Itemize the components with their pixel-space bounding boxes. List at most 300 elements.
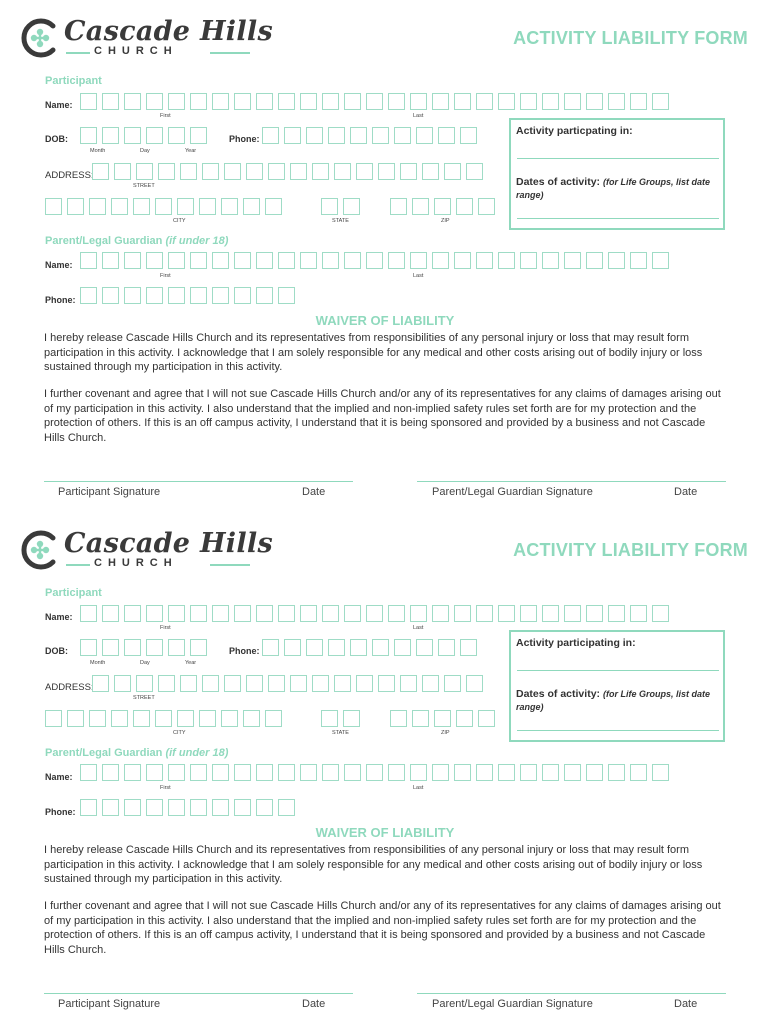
guardian-signature-line[interactable] bbox=[417, 481, 726, 482]
character-box[interactable] bbox=[476, 605, 493, 622]
character-box[interactable] bbox=[124, 605, 141, 622]
character-box[interactable] bbox=[388, 764, 405, 781]
character-box[interactable] bbox=[312, 163, 329, 180]
character-box[interactable] bbox=[124, 287, 141, 304]
character-box[interactable] bbox=[190, 764, 207, 781]
zip-boxes[interactable] bbox=[390, 198, 495, 215]
character-box[interactable] bbox=[322, 764, 339, 781]
last-caption: Last bbox=[413, 113, 424, 119]
character-box[interactable] bbox=[432, 764, 449, 781]
character-box[interactable] bbox=[133, 198, 150, 215]
waiver-title: WAIVER OF LIABILITY bbox=[315, 825, 455, 840]
character-box[interactable] bbox=[190, 287, 207, 304]
activity-input-line[interactable] bbox=[517, 158, 719, 159]
waiver-paragraph-1: I hereby release Cascade Hills Church and its representatives from responsibilities of any personal injury or loss that may result form participation in this activity. I acknowledge that I am solely responsible for any medical and other costs arising out of bodily injury or loss sustained through my participation in this activity. bbox=[44, 844, 703, 885]
character-box[interactable] bbox=[124, 127, 141, 144]
character-box[interactable] bbox=[334, 675, 351, 692]
character-box[interactable] bbox=[322, 252, 339, 269]
guardian-section-title: Parent/Legal Guardian (if under 18) bbox=[45, 747, 229, 759]
character-box[interactable] bbox=[344, 764, 361, 781]
participant-signature-line[interactable] bbox=[44, 993, 353, 994]
character-box[interactable] bbox=[394, 639, 411, 656]
character-box[interactable] bbox=[80, 127, 97, 144]
character-box[interactable] bbox=[290, 163, 307, 180]
character-box[interactable] bbox=[322, 605, 339, 622]
character-box[interactable] bbox=[290, 675, 307, 692]
character-box[interactable] bbox=[180, 163, 197, 180]
character-box[interactable] bbox=[630, 764, 647, 781]
character-box[interactable] bbox=[432, 93, 449, 110]
character-box[interactable] bbox=[312, 675, 329, 692]
guardian-name-label: Name: bbox=[45, 772, 73, 782]
character-box[interactable] bbox=[146, 799, 163, 816]
character-box[interactable] bbox=[476, 252, 493, 269]
character-box[interactable] bbox=[246, 163, 263, 180]
character-box[interactable] bbox=[80, 605, 97, 622]
character-box[interactable] bbox=[146, 93, 163, 110]
character-box[interactable] bbox=[456, 710, 473, 727]
character-box[interactable] bbox=[111, 198, 128, 215]
dates-input-line[interactable] bbox=[517, 730, 719, 731]
character-box[interactable] bbox=[388, 605, 405, 622]
character-box[interactable] bbox=[168, 639, 185, 656]
character-box[interactable] bbox=[199, 710, 216, 727]
character-box[interactable] bbox=[146, 287, 163, 304]
character-box[interactable] bbox=[498, 605, 515, 622]
city-caption: CITY bbox=[173, 730, 186, 736]
character-box[interactable] bbox=[221, 198, 238, 215]
character-box[interactable] bbox=[388, 252, 405, 269]
character-box[interactable] bbox=[234, 764, 251, 781]
character-box[interactable] bbox=[268, 675, 285, 692]
character-box[interactable] bbox=[520, 93, 537, 110]
character-box[interactable] bbox=[224, 163, 241, 180]
character-box[interactable] bbox=[234, 93, 251, 110]
character-box[interactable] bbox=[394, 127, 411, 144]
character-box[interactable] bbox=[168, 764, 185, 781]
character-box[interactable] bbox=[146, 764, 163, 781]
character-box[interactable] bbox=[438, 127, 455, 144]
character-box[interactable] bbox=[124, 764, 141, 781]
character-box[interactable] bbox=[498, 252, 515, 269]
character-box[interactable] bbox=[586, 764, 603, 781]
character-box[interactable] bbox=[608, 252, 625, 269]
character-box[interactable] bbox=[278, 764, 295, 781]
activity-input-line[interactable] bbox=[517, 670, 719, 671]
character-box[interactable] bbox=[212, 287, 229, 304]
character-box[interactable] bbox=[102, 764, 119, 781]
character-box[interactable] bbox=[111, 710, 128, 727]
character-box[interactable] bbox=[350, 639, 367, 656]
address-label: ADDRESS: bbox=[45, 170, 94, 181]
character-box[interactable] bbox=[608, 764, 625, 781]
character-box[interactable] bbox=[456, 198, 473, 215]
day-caption: Day bbox=[140, 148, 150, 154]
character-box[interactable] bbox=[412, 198, 429, 215]
month-caption: Month bbox=[90, 660, 106, 666]
character-box[interactable] bbox=[67, 198, 84, 215]
character-box[interactable] bbox=[146, 252, 163, 269]
character-box[interactable] bbox=[454, 252, 471, 269]
character-box[interactable] bbox=[388, 93, 405, 110]
character-box[interactable] bbox=[133, 710, 150, 727]
character-box[interactable] bbox=[146, 605, 163, 622]
character-box[interactable] bbox=[80, 93, 97, 110]
character-box[interactable] bbox=[124, 252, 141, 269]
character-box[interactable] bbox=[434, 710, 451, 727]
character-box[interactable] bbox=[190, 799, 207, 816]
character-box[interactable] bbox=[256, 252, 273, 269]
dates-input-line[interactable] bbox=[517, 218, 719, 219]
character-box[interactable] bbox=[410, 252, 427, 269]
participant-signature-line[interactable] bbox=[44, 481, 353, 482]
character-box[interactable] bbox=[356, 163, 373, 180]
first-caption: First bbox=[160, 785, 171, 791]
character-box[interactable] bbox=[372, 127, 389, 144]
character-box[interactable] bbox=[356, 675, 373, 692]
character-box[interactable] bbox=[390, 710, 407, 727]
character-box[interactable] bbox=[306, 127, 323, 144]
character-box[interactable] bbox=[92, 675, 109, 692]
character-box[interactable] bbox=[146, 639, 163, 656]
last-caption: Last bbox=[413, 785, 424, 791]
character-box[interactable] bbox=[410, 605, 427, 622]
character-box[interactable] bbox=[246, 675, 263, 692]
character-box[interactable] bbox=[136, 675, 153, 692]
character-box[interactable] bbox=[284, 639, 301, 656]
date-label: Date bbox=[302, 998, 326, 1010]
guardian-name-boxes[interactable] bbox=[80, 764, 669, 781]
guardian-name-boxes[interactable] bbox=[80, 252, 669, 269]
guardian-phone-boxes[interactable] bbox=[80, 287, 295, 304]
character-box[interactable] bbox=[102, 639, 119, 656]
character-box[interactable] bbox=[466, 163, 483, 180]
character-box[interactable] bbox=[80, 252, 97, 269]
character-box[interactable] bbox=[256, 93, 273, 110]
participant-name-boxes[interactable] bbox=[80, 93, 669, 110]
guardian-phone-boxes[interactable] bbox=[80, 799, 295, 816]
dob-boxes[interactable] bbox=[80, 127, 207, 144]
character-box[interactable] bbox=[400, 163, 417, 180]
character-box[interactable] bbox=[444, 675, 461, 692]
character-box[interactable] bbox=[124, 799, 141, 816]
guardian-phone-label: Phone: bbox=[45, 295, 76, 305]
character-box[interactable] bbox=[564, 252, 581, 269]
character-box[interactable] bbox=[344, 605, 361, 622]
character-box[interactable] bbox=[234, 605, 251, 622]
character-box[interactable] bbox=[520, 764, 537, 781]
character-box[interactable] bbox=[343, 198, 360, 215]
character-box[interactable] bbox=[300, 764, 317, 781]
character-box[interactable] bbox=[412, 710, 429, 727]
character-box[interactable] bbox=[234, 799, 251, 816]
character-box[interactable] bbox=[124, 639, 141, 656]
last-caption: Last bbox=[413, 273, 424, 279]
character-box[interactable] bbox=[278, 93, 295, 110]
character-box[interactable] bbox=[114, 675, 131, 692]
character-box[interactable] bbox=[146, 127, 163, 144]
character-box[interactable] bbox=[378, 163, 395, 180]
character-box[interactable] bbox=[102, 605, 119, 622]
character-box[interactable] bbox=[265, 198, 282, 215]
character-box[interactable] bbox=[438, 639, 455, 656]
character-box[interactable] bbox=[124, 93, 141, 110]
participant-section-title: Participant bbox=[45, 75, 102, 87]
character-box[interactable] bbox=[328, 127, 345, 144]
name-label: Name: bbox=[45, 612, 73, 622]
guardian-phone-label: Phone: bbox=[45, 807, 76, 817]
character-box[interactable] bbox=[136, 163, 153, 180]
street-boxes[interactable] bbox=[92, 163, 483, 180]
character-box[interactable] bbox=[378, 675, 395, 692]
date-label: Date bbox=[674, 998, 698, 1010]
character-box[interactable] bbox=[564, 764, 581, 781]
character-box[interactable] bbox=[608, 93, 625, 110]
city-boxes[interactable] bbox=[45, 710, 282, 727]
character-box[interactable] bbox=[586, 93, 603, 110]
activity-heading: Activity participating in: bbox=[516, 637, 636, 649]
character-box[interactable] bbox=[466, 675, 483, 692]
character-box[interactable] bbox=[67, 710, 84, 727]
character-box[interactable] bbox=[180, 675, 197, 692]
character-box[interactable] bbox=[278, 799, 295, 816]
character-box[interactable] bbox=[202, 163, 219, 180]
character-box[interactable] bbox=[444, 163, 461, 180]
character-box[interactable] bbox=[542, 764, 559, 781]
character-box[interactable] bbox=[102, 93, 119, 110]
character-box[interactable] bbox=[190, 605, 207, 622]
character-box[interactable] bbox=[221, 710, 238, 727]
character-box[interactable] bbox=[80, 799, 97, 816]
form-title: ACTIVITY LIABILITY FORM bbox=[513, 28, 748, 48]
phone-boxes[interactable] bbox=[262, 127, 477, 144]
character-box[interactable] bbox=[652, 93, 669, 110]
character-box[interactable] bbox=[278, 287, 295, 304]
character-box[interactable] bbox=[328, 639, 345, 656]
character-box[interactable] bbox=[366, 93, 383, 110]
character-box[interactable] bbox=[400, 675, 417, 692]
dates-heading: Dates of activity: (for Life Groups, list date range) bbox=[516, 176, 710, 200]
character-box[interactable] bbox=[202, 675, 219, 692]
character-box[interactable] bbox=[422, 675, 439, 692]
character-box[interactable] bbox=[476, 764, 493, 781]
dob-boxes[interactable] bbox=[80, 639, 207, 656]
character-box[interactable] bbox=[630, 93, 647, 110]
character-box[interactable] bbox=[498, 764, 515, 781]
character-box[interactable] bbox=[564, 605, 581, 622]
character-box[interactable] bbox=[265, 710, 282, 727]
character-box[interactable] bbox=[422, 163, 439, 180]
activity-box bbox=[509, 118, 725, 230]
character-box[interactable] bbox=[212, 764, 229, 781]
character-box[interactable] bbox=[410, 93, 427, 110]
character-box[interactable] bbox=[454, 605, 471, 622]
street-caption: STREET bbox=[133, 183, 155, 189]
character-box[interactable] bbox=[102, 127, 119, 144]
character-box[interactable] bbox=[478, 198, 495, 215]
character-box[interactable] bbox=[434, 198, 451, 215]
character-box[interactable] bbox=[102, 799, 119, 816]
character-box[interactable] bbox=[498, 93, 515, 110]
phone-label: Phone: bbox=[229, 646, 260, 656]
character-box[interactable] bbox=[460, 127, 477, 144]
character-box[interactable] bbox=[212, 605, 229, 622]
character-box[interactable] bbox=[155, 198, 172, 215]
character-box[interactable] bbox=[168, 93, 185, 110]
character-box[interactable] bbox=[300, 93, 317, 110]
character-box[interactable] bbox=[212, 252, 229, 269]
character-box[interactable] bbox=[80, 639, 97, 656]
character-box[interactable] bbox=[542, 93, 559, 110]
character-box[interactable] bbox=[306, 639, 323, 656]
character-box[interactable] bbox=[190, 252, 207, 269]
character-box[interactable] bbox=[460, 639, 477, 656]
character-box[interactable] bbox=[321, 198, 338, 215]
character-box[interactable] bbox=[155, 710, 172, 727]
character-box[interactable] bbox=[278, 252, 295, 269]
character-box[interactable] bbox=[608, 605, 625, 622]
logo-name: Cascade Hills bbox=[64, 528, 273, 559]
state-caption: STATE bbox=[332, 218, 349, 224]
character-box[interactable] bbox=[284, 127, 301, 144]
character-box[interactable] bbox=[168, 605, 185, 622]
character-box[interactable] bbox=[256, 287, 273, 304]
character-box[interactable] bbox=[476, 93, 493, 110]
zip-boxes[interactable] bbox=[390, 710, 495, 727]
character-box[interactable] bbox=[102, 252, 119, 269]
character-box[interactable] bbox=[630, 252, 647, 269]
character-box[interactable] bbox=[224, 675, 241, 692]
character-box[interactable] bbox=[256, 764, 273, 781]
phone-label: Phone: bbox=[229, 134, 260, 144]
state-boxes[interactable] bbox=[321, 198, 360, 215]
waiver-paragraph-2: I further covenant and agree that I will not sue Cascade Hills Church and/or any of its representatives for any claims of damages arising out of my participation in this activity. I also understand that the implied and non-implied safety rules set forth are for my protection and the protection of others. If this is an off campus activity, I understand that it is being sponsored and provided by a business and not Cascade Hills Church. bbox=[44, 900, 721, 956]
character-box[interactable] bbox=[520, 605, 537, 622]
character-box[interactable] bbox=[89, 198, 106, 215]
character-box[interactable] bbox=[334, 163, 351, 180]
character-box[interactable] bbox=[350, 127, 367, 144]
character-box[interactable] bbox=[268, 163, 285, 180]
logo-divider bbox=[66, 564, 90, 566]
name-label: Name: bbox=[45, 100, 73, 110]
logo-sub: CHURCH bbox=[94, 557, 178, 569]
character-box[interactable] bbox=[45, 198, 62, 215]
church-logo bbox=[20, 528, 273, 572]
date-label: Date bbox=[674, 486, 698, 498]
day-caption: Day bbox=[140, 660, 150, 666]
character-box[interactable] bbox=[366, 605, 383, 622]
character-box[interactable] bbox=[190, 639, 207, 656]
date-label: Date bbox=[302, 486, 326, 498]
character-box[interactable] bbox=[45, 710, 62, 727]
character-box[interactable] bbox=[652, 764, 669, 781]
character-box[interactable] bbox=[262, 127, 279, 144]
character-box[interactable] bbox=[410, 764, 427, 781]
character-box[interactable] bbox=[199, 198, 216, 215]
character-box[interactable] bbox=[80, 764, 97, 781]
character-box[interactable] bbox=[454, 93, 471, 110]
character-box[interactable] bbox=[262, 639, 279, 656]
character-box[interactable] bbox=[322, 93, 339, 110]
character-box[interactable] bbox=[416, 639, 433, 656]
character-box[interactable] bbox=[652, 252, 669, 269]
phone-boxes[interactable] bbox=[262, 639, 477, 656]
character-box[interactable] bbox=[212, 799, 229, 816]
character-box[interactable] bbox=[243, 710, 260, 727]
character-box[interactable] bbox=[243, 198, 260, 215]
zip-caption: ZIP bbox=[441, 218, 450, 224]
character-box[interactable] bbox=[168, 287, 185, 304]
street-caption: STREET bbox=[133, 695, 155, 701]
character-box[interactable] bbox=[177, 710, 194, 727]
character-box[interactable] bbox=[432, 252, 449, 269]
year-caption: Year bbox=[185, 660, 197, 666]
character-box[interactable] bbox=[190, 93, 207, 110]
character-box[interactable] bbox=[256, 605, 273, 622]
guardian-signature-line[interactable] bbox=[417, 993, 726, 994]
character-box[interactable] bbox=[80, 287, 97, 304]
character-box[interactable] bbox=[168, 127, 185, 144]
character-box[interactable] bbox=[321, 710, 338, 727]
character-box[interactable] bbox=[212, 93, 229, 110]
character-box[interactable] bbox=[478, 710, 495, 727]
character-box[interactable] bbox=[300, 252, 317, 269]
character-box[interactable] bbox=[344, 93, 361, 110]
participant-name-boxes[interactable] bbox=[80, 605, 669, 622]
character-box[interactable] bbox=[542, 605, 559, 622]
participant-signature-label: Participant Signature bbox=[58, 486, 161, 498]
character-box[interactable] bbox=[344, 252, 361, 269]
character-box[interactable] bbox=[92, 163, 109, 180]
character-box[interactable] bbox=[432, 605, 449, 622]
character-box[interactable] bbox=[190, 127, 207, 144]
character-box[interactable] bbox=[158, 675, 175, 692]
character-box[interactable] bbox=[652, 605, 669, 622]
character-box[interactable] bbox=[234, 287, 251, 304]
participant-signature-label: Participant Signature bbox=[58, 998, 161, 1010]
character-box[interactable] bbox=[630, 605, 647, 622]
character-box[interactable] bbox=[278, 605, 295, 622]
character-box[interactable] bbox=[586, 252, 603, 269]
character-box[interactable] bbox=[454, 764, 471, 781]
character-box[interactable] bbox=[114, 163, 131, 180]
state-boxes[interactable] bbox=[321, 710, 360, 727]
character-box[interactable] bbox=[158, 163, 175, 180]
character-box[interactable] bbox=[234, 252, 251, 269]
character-box[interactable] bbox=[564, 93, 581, 110]
character-box[interactable] bbox=[168, 252, 185, 269]
character-box[interactable] bbox=[168, 799, 185, 816]
character-box[interactable] bbox=[366, 252, 383, 269]
character-box[interactable] bbox=[372, 639, 389, 656]
character-box[interactable] bbox=[300, 605, 317, 622]
logo-name: Cascade Hills bbox=[64, 16, 273, 47]
city-boxes[interactable] bbox=[45, 198, 282, 215]
character-box[interactable] bbox=[390, 198, 407, 215]
character-box[interactable] bbox=[89, 710, 106, 727]
character-box[interactable] bbox=[542, 252, 559, 269]
street-boxes[interactable] bbox=[92, 675, 483, 692]
character-box[interactable] bbox=[343, 710, 360, 727]
character-box[interactable] bbox=[102, 287, 119, 304]
character-box[interactable] bbox=[177, 198, 194, 215]
character-box[interactable] bbox=[586, 605, 603, 622]
first-caption: First bbox=[160, 625, 171, 631]
character-box[interactable] bbox=[256, 799, 273, 816]
character-box[interactable] bbox=[416, 127, 433, 144]
character-box[interactable] bbox=[366, 764, 383, 781]
character-box[interactable] bbox=[520, 252, 537, 269]
